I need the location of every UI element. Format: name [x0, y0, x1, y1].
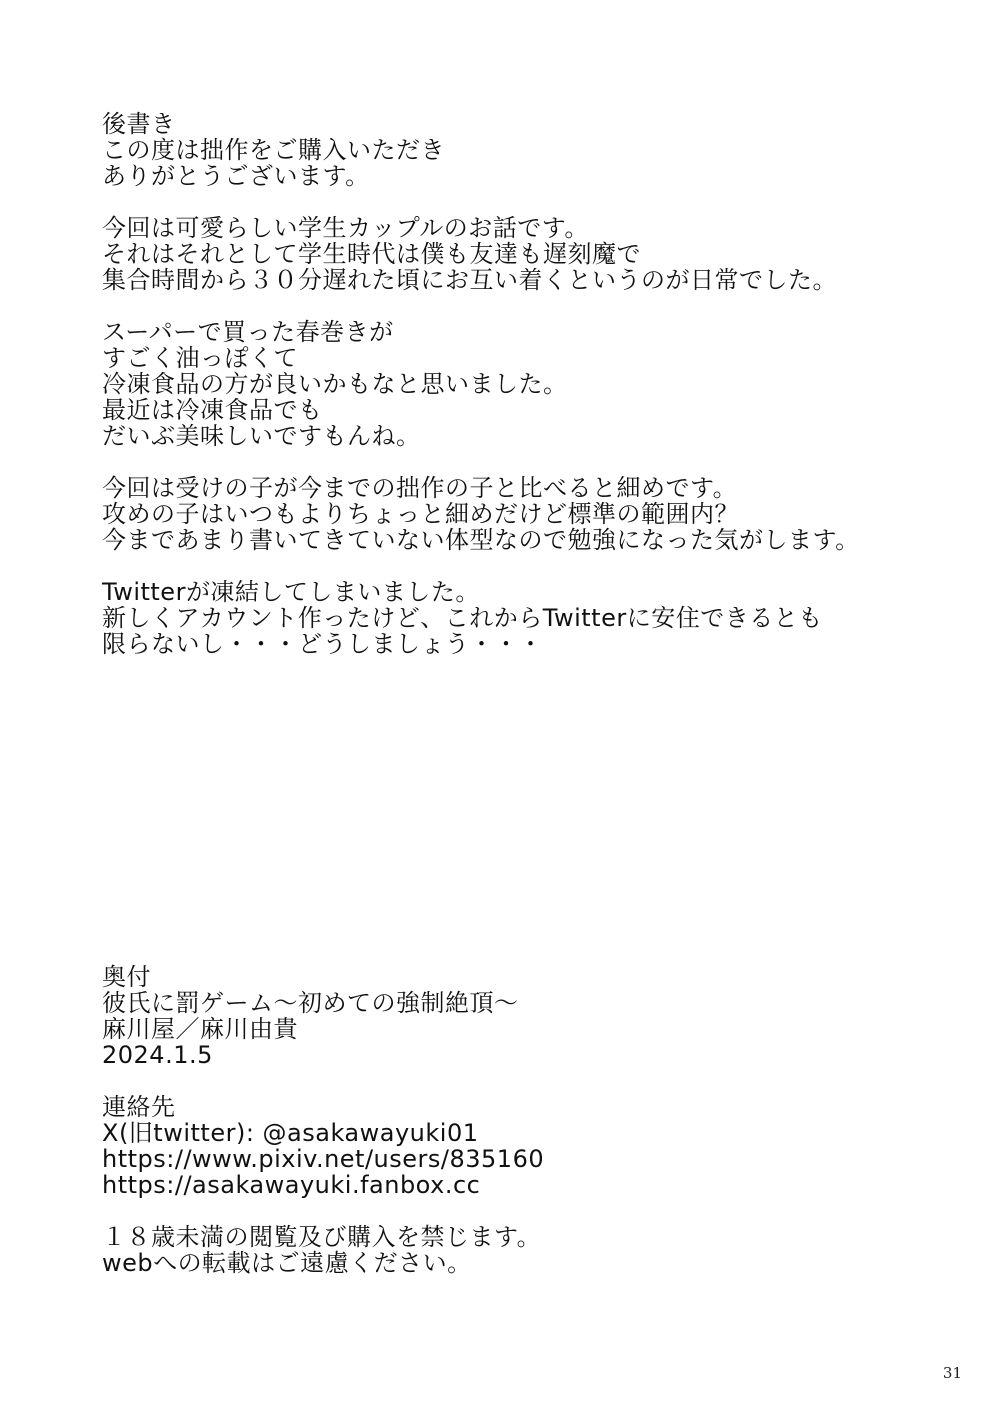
text-line: Twitterが凍結してしまいました。 [102, 578, 480, 606]
afterword-heading: 後書き [102, 110, 176, 138]
colophon-section [102, 964, 544, 1276]
reprint-notice: webへの転載はご遠慮ください。 [102, 1249, 472, 1277]
contact-fanbox-url: https://asakawayuki.fanbox.cc [102, 1171, 481, 1199]
text-line: 新しくアカウント作ったけど、これからTwitterに安住できるとも [102, 604, 823, 632]
text-line: 集合時間から３０分遅れた頃にお互い着くというのが日常でした。 [102, 266, 837, 294]
paragraph-gap [102, 449, 860, 475]
text-line: 今まであまり書いてきていない体型なので勉強になった気がします。 [102, 526, 860, 554]
afterword-section [102, 111, 860, 657]
text-line: ありがとうございます。 [102, 162, 370, 190]
contact-heading: 連絡先 [102, 1093, 176, 1121]
age-restriction-notice: １８歳未満の閲覧及び購入を禁じます。 [102, 1223, 542, 1251]
text-line: 攻めの子はいつもよりちょっと細めだけど標準の範囲内？ [102, 500, 739, 528]
text-line: 冷凍食品の方が良いかもなと思いました。 [102, 370, 568, 398]
text-line: スーパーで買った春巻きが [102, 318, 394, 346]
text-line: 最近は冷凍食品でも [102, 396, 323, 424]
book-title: 彼氏に罰ゲーム～初めての強制絶頂～ [102, 989, 519, 1017]
paragraph-gap [102, 1198, 544, 1224]
publication-date: 2024.1.5 [102, 1041, 213, 1069]
contact-x-handle: X(旧twitter): @asakawayuki01 [102, 1119, 479, 1147]
text-line: それはそれとして学生時代は僕も友達も遅刻魔で [102, 240, 641, 268]
text-line: この度は拙作をご購入いただき [102, 136, 445, 164]
author-circle: 麻川屋／麻川由貴 [102, 1015, 298, 1043]
paragraph-gap [102, 293, 860, 319]
text-line: だいぶ美味しいですもんね。 [102, 422, 421, 450]
paragraph-gap [102, 1068, 544, 1094]
text-line: 限らないし・・・どうしましょう・・・ [102, 630, 543, 658]
paragraph-gap [102, 553, 860, 579]
text-line: 今回は受けの子が今までの拙作の子と比べると細めです。 [102, 474, 738, 502]
paragraph-gap [102, 189, 860, 215]
text-line: 今回は可愛らしい学生カップルのお話です。 [102, 214, 589, 242]
colophon-heading: 奥付 [102, 963, 151, 991]
page-number: 31 [942, 1364, 962, 1382]
contact-pixiv-url: https://www.pixiv.net/users/835160 [102, 1145, 545, 1173]
text-line: すごく油っぽくて [102, 344, 298, 372]
